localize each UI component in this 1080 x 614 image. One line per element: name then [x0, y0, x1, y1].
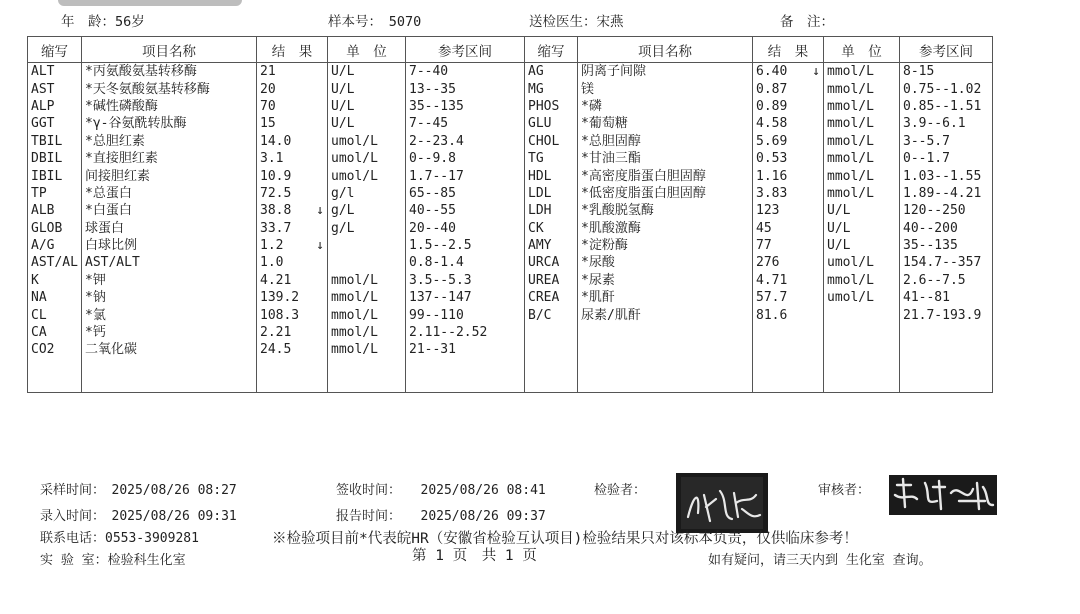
left-unit-cell: U/L [328, 98, 406, 115]
left-ref-cell: 1.5--2.5 [406, 237, 525, 254]
table-blank-space [28, 359, 993, 393]
left-abbr-cell: K [28, 272, 82, 289]
right-unit-cell: umol/L [824, 289, 900, 306]
left-abbr-cell: CL [28, 306, 82, 323]
left-ref-cell: 1.7--17 [406, 167, 525, 184]
remarks: 备 注： [780, 14, 834, 30]
right-ref-cell: 35--135 [900, 237, 993, 254]
right-result-cell [753, 115, 824, 132]
left-result-value: 1.2 [260, 238, 284, 254]
right-ref-cell [900, 341, 993, 358]
right-ref-cell: 0.85--1.51 [900, 98, 993, 115]
left-result-cell [257, 254, 328, 271]
right-result-cell [753, 289, 824, 306]
right-name-cell: *低密度脂蛋白胆固醇 [578, 185, 753, 202]
left-abbr-cell: NA [28, 289, 82, 306]
left-name-cell: *γ-谷氨酰转肽酶 [82, 115, 257, 132]
table-row [28, 272, 993, 289]
table-row [28, 324, 993, 341]
right-name-cell: *尿素 [578, 272, 753, 289]
col-header-ref-right: 参考区间 [900, 37, 993, 63]
left-ref-cell: 7--45 [406, 115, 525, 132]
left-abbr-cell: GGT [28, 115, 82, 132]
right-unit-cell: mmol/L [824, 63, 900, 81]
left-ref-cell: 137--147 [406, 289, 525, 306]
left-ref-cell: 0.8-1.4 [406, 254, 525, 271]
left-unit-cell: mmol/L [328, 272, 406, 289]
left-result-cell [257, 202, 328, 219]
right-result-cell [753, 133, 824, 150]
reviewer-signature-image [889, 475, 997, 515]
left-result-cell [257, 185, 328, 202]
right-unit-cell: mmol/L [824, 115, 900, 132]
left-result-value: 3.1 [260, 151, 284, 167]
right-abbr-cell: B/C [525, 306, 578, 323]
table-row [28, 115, 993, 132]
right-name-cell: *甘油三酯 [578, 150, 753, 167]
left-unit-cell: mmol/L [328, 324, 406, 341]
col-header-result: 结 果 [257, 37, 328, 63]
right-abbr-cell: TG [525, 150, 578, 167]
right-ref-cell: 3.9--6.1 [900, 115, 993, 132]
left-abbr-cell: IBIL [28, 167, 82, 184]
right-abbr-cell: UREA [525, 272, 578, 289]
right-result-value: 0.53 [756, 151, 788, 167]
right-ref-cell [900, 324, 993, 341]
right-ref-cell: 40--200 [900, 220, 993, 237]
laboratory-name: 实 验 室：检验科生化室 [40, 553, 186, 568]
right-name-cell [578, 324, 753, 341]
right-abbr-cell [525, 341, 578, 358]
left-unit-cell: umol/L [328, 150, 406, 167]
table-row [28, 98, 993, 115]
table-row [28, 150, 993, 167]
left-result-cell [257, 237, 328, 254]
right-unit-cell: mmol/L [824, 167, 900, 184]
right-unit-cell: mmol/L [824, 185, 900, 202]
blank-cell [328, 359, 406, 393]
left-result-value: 24.5 [260, 342, 292, 358]
right-result-cell [753, 167, 824, 184]
left-name-cell: *白蛋白 [82, 202, 257, 219]
left-result-value: 14.0 [260, 133, 292, 149]
left-ref-cell: 13--35 [406, 80, 525, 97]
right-abbr-cell: CK [525, 220, 578, 237]
lab-results-table [27, 36, 993, 393]
table-row [28, 306, 993, 323]
left-unit-cell: umol/L [328, 133, 406, 150]
right-result-cell [753, 341, 824, 358]
left-name-cell: *天冬氨酸氨基转移酶 [82, 80, 257, 97]
right-ref-cell: 120--250 [900, 202, 993, 219]
right-result-cell [753, 98, 824, 115]
left-unit-cell: g/L [328, 202, 406, 219]
table-row [28, 167, 993, 184]
right-result-cell [753, 306, 824, 323]
right-result-value: 3.83 [756, 185, 788, 201]
low-flag-icon: ↓ [812, 64, 820, 79]
col-header-name: 项目名称 [82, 37, 257, 63]
col-header-ref: 参考区间 [406, 37, 525, 63]
right-result-cell [753, 150, 824, 167]
right-name-cell: *肌酐 [578, 289, 753, 306]
right-abbr-cell: LDL [525, 185, 578, 202]
right-unit-cell: U/L [824, 237, 900, 254]
reviewer-signature-stamp [889, 475, 997, 515]
right-result-value: 123 [756, 203, 780, 219]
left-result-cell [257, 272, 328, 289]
blank-cell [257, 359, 328, 393]
right-unit-cell [824, 306, 900, 323]
col-header-abbr: 缩写 [28, 37, 82, 63]
left-result-value: 72.5 [260, 185, 292, 201]
left-name-cell: AST/ALT [82, 254, 257, 271]
right-result-value: 45 [756, 220, 772, 236]
left-result-value: 38.8 [260, 203, 292, 219]
right-abbr-cell: LDH [525, 202, 578, 219]
inspector-signature-stamp [676, 473, 768, 533]
table-row [28, 133, 993, 150]
left-abbr-cell: ALP [28, 98, 82, 115]
right-ref-cell: 1.03--1.55 [900, 167, 993, 184]
right-name-cell: *尿酸 [578, 254, 753, 271]
right-abbr-cell: CHOL [525, 133, 578, 150]
right-result-cell [753, 80, 824, 97]
left-unit-cell: g/l [328, 185, 406, 202]
right-result-value: 0.89 [756, 98, 788, 114]
right-result-value: 57.7 [756, 290, 788, 306]
left-result-value: 33.7 [260, 220, 292, 236]
left-abbr-cell: AST [28, 80, 82, 97]
left-abbr-cell: GLOB [28, 220, 82, 237]
left-name-cell: 间接胆红素 [82, 167, 257, 184]
right-name-cell: 镁 [578, 80, 753, 97]
table-row [28, 63, 993, 81]
table-row [28, 237, 993, 254]
right-result-cell [753, 185, 824, 202]
right-result-cell [753, 272, 824, 289]
right-unit-cell: U/L [824, 220, 900, 237]
right-name-cell: *乳酸脱氢酶 [578, 202, 753, 219]
right-name-cell: *葡萄糖 [578, 115, 753, 132]
receive-time: 签收时间： 2025/08/26 08:41 [336, 483, 546, 498]
right-name-cell: *磷 [578, 98, 753, 115]
blank-cell [28, 359, 82, 393]
left-abbr-cell: CO2 [28, 341, 82, 358]
right-result-value: 4.71 [756, 272, 788, 288]
right-result-value: 81.6 [756, 307, 788, 323]
left-name-cell: *钾 [82, 272, 257, 289]
right-result-value: 4.58 [756, 116, 788, 132]
right-ref-cell: 0--1.7 [900, 150, 993, 167]
right-name-cell: *高密度脂蛋白胆固醇 [578, 167, 753, 184]
left-unit-cell: mmol/L [328, 306, 406, 323]
table-row [28, 80, 993, 97]
left-abbr-cell: A/G [28, 237, 82, 254]
left-ref-cell: 21--31 [406, 341, 525, 358]
left-unit-cell: U/L [328, 80, 406, 97]
left-abbr-cell: TP [28, 185, 82, 202]
right-name-cell: 尿素/肌酐 [578, 306, 753, 323]
left-result-value: 4.21 [260, 272, 292, 288]
right-ref-cell: 21.7-193.9 [900, 306, 993, 323]
left-unit-cell: g/L [328, 220, 406, 237]
left-name-cell: *总蛋白 [82, 185, 257, 202]
right-abbr-cell: URCA [525, 254, 578, 271]
left-result-value: 1.0 [260, 255, 284, 271]
report-time: 报告时间： 2025/08/26 09:37 [336, 509, 546, 524]
right-unit-cell: U/L [824, 202, 900, 219]
left-ref-cell: 2.11--2.52 [406, 324, 525, 341]
left-result-cell [257, 341, 328, 358]
left-unit-cell [328, 254, 406, 271]
blank-cell [406, 359, 525, 393]
left-result-value: 15 [260, 116, 276, 132]
col-header-unit-right: 单 位 [824, 37, 900, 63]
right-result-cell [753, 63, 824, 81]
table-header-row [28, 37, 993, 63]
left-result-cell [257, 150, 328, 167]
blank-cell [82, 359, 257, 393]
table-row [28, 341, 993, 358]
left-result-cell [257, 80, 328, 97]
left-result-value: 108.3 [260, 307, 300, 323]
inspector-signature-image [676, 473, 768, 533]
left-abbr-cell: DBIL [28, 150, 82, 167]
right-result-value: 6.40 [756, 64, 788, 80]
right-result-cell [753, 324, 824, 341]
query-notice: 如有疑问，请三天内到 生化室 查询。 [708, 553, 932, 568]
left-unit-cell: mmol/L [328, 289, 406, 306]
right-unit-cell: mmol/L [824, 80, 900, 97]
left-ref-cell: 2--23.4 [406, 133, 525, 150]
right-abbr-cell: CREA [525, 289, 578, 306]
left-result-value: 70 [260, 98, 276, 114]
left-abbr-cell: ALB [28, 202, 82, 219]
col-header-result-right: 结 果 [753, 37, 824, 63]
left-ref-cell: 0--9.8 [406, 150, 525, 167]
left-result-cell [257, 220, 328, 237]
right-result-value: 77 [756, 238, 772, 254]
left-abbr-cell: ALT [28, 63, 82, 81]
right-ref-cell: 3--5.7 [900, 133, 993, 150]
patient-age: 年 龄：56岁 [61, 14, 145, 30]
left-ref-cell: 40--55 [406, 202, 525, 219]
right-unit-cell: mmol/L [824, 150, 900, 167]
right-unit-cell: mmol/L [824, 272, 900, 289]
entry-time: 录入时间： 2025/08/26 09:31 [40, 509, 237, 524]
right-abbr-cell: HDL [525, 167, 578, 184]
right-ref-cell: 0.75--1.02 [900, 80, 993, 97]
right-unit-cell: mmol/L [824, 98, 900, 115]
left-ref-cell: 65--85 [406, 185, 525, 202]
low-flag-icon: ↓ [316, 237, 324, 253]
left-result-value: 139.2 [260, 290, 300, 306]
left-ref-cell: 99--110 [406, 306, 525, 323]
contact-phone: 联系电话：0553-3909281 [40, 531, 199, 546]
right-abbr-cell: MG [525, 80, 578, 97]
left-ref-cell: 35--135 [406, 98, 525, 115]
left-name-cell: *钠 [82, 289, 257, 306]
left-result-value: 10.9 [260, 168, 292, 184]
left-name-cell: *总胆红素 [82, 133, 257, 150]
left-name-cell: 球蛋白 [82, 220, 257, 237]
low-flag-icon: ↓ [316, 203, 324, 219]
right-result-cell [753, 202, 824, 219]
blank-cell [900, 359, 993, 393]
left-unit-cell: U/L [328, 115, 406, 132]
blank-cell [578, 359, 753, 393]
left-result-cell [257, 115, 328, 132]
right-result-cell [753, 254, 824, 271]
right-unit-cell: mmol/L [824, 133, 900, 150]
requesting-doctor: 送检医生：宋燕 [529, 14, 624, 30]
right-unit-cell: umol/L [824, 254, 900, 271]
right-result-value: 276 [756, 255, 780, 271]
col-header-unit: 单 位 [328, 37, 406, 63]
right-abbr-cell: AG [525, 63, 578, 81]
right-name-cell: *肌酸激酶 [578, 220, 753, 237]
right-name-cell [578, 341, 753, 358]
right-ref-cell: 8-15 [900, 63, 993, 81]
left-name-cell: *钙 [82, 324, 257, 341]
sample-number: 样本号： 5070 [328, 14, 422, 30]
left-abbr-cell: CA [28, 324, 82, 341]
col-header-abbr-right: 缩写 [525, 37, 578, 63]
blank-cell [824, 359, 900, 393]
right-result-cell [753, 237, 824, 254]
interoperability-notice: ※检验项目前*代表皖HR（安徽省检验互认项目)检验结果只对该标本负责，仅供临床参考！ [272, 531, 858, 547]
right-ref-cell: 154.7--357 [900, 254, 993, 271]
left-ref-cell: 20--40 [406, 220, 525, 237]
page-indicator: 第 1 页 共 1 页 [412, 548, 537, 564]
left-name-cell: *氯 [82, 306, 257, 323]
right-unit-cell [824, 324, 900, 341]
left-result-value: 20 [260, 81, 276, 97]
left-unit-cell: U/L [328, 63, 406, 81]
table-row [28, 289, 993, 306]
left-name-cell: 二氧化碳 [82, 341, 257, 358]
left-ref-cell: 3.5--5.3 [406, 272, 525, 289]
inspector-label: 检验者： [594, 483, 647, 498]
blank-cell [753, 359, 824, 393]
right-abbr-cell [525, 324, 578, 341]
left-name-cell: *碱性磷酸酶 [82, 98, 257, 115]
left-name-cell: 白球比例 [82, 237, 257, 254]
left-name-cell: *直接胆红素 [82, 150, 257, 167]
right-name-cell: *淀粉酶 [578, 237, 753, 254]
left-result-cell [257, 63, 328, 81]
blank-cell [525, 359, 578, 393]
right-abbr-cell: PHOS [525, 98, 578, 115]
top-tab-decoration [58, 0, 242, 6]
right-result-value: 5.69 [756, 133, 788, 149]
right-name-cell: *总胆固醇 [578, 133, 753, 150]
right-unit-cell [824, 341, 900, 358]
left-result-value: 21 [260, 64, 276, 80]
left-result-cell [257, 306, 328, 323]
left-name-cell: *丙氨酸氨基转移酶 [82, 63, 257, 81]
left-result-cell [257, 324, 328, 341]
right-abbr-cell: GLU [525, 115, 578, 132]
left-unit-cell: umol/L [328, 167, 406, 184]
left-abbr-cell: AST/AL [28, 254, 82, 271]
left-result-cell [257, 289, 328, 306]
table-row [28, 185, 993, 202]
left-result-cell [257, 167, 328, 184]
left-result-cell [257, 98, 328, 115]
left-result-value: 2.21 [260, 325, 292, 341]
reviewer-label: 审核者： [818, 483, 871, 498]
left-ref-cell: 7--40 [406, 63, 525, 81]
right-result-value: 0.87 [756, 81, 788, 97]
right-ref-cell: 1.89--4.21 [900, 185, 993, 202]
right-result-value: 1.16 [756, 168, 788, 184]
left-abbr-cell: TBIL [28, 133, 82, 150]
col-header-name-right: 项目名称 [578, 37, 753, 63]
right-ref-cell: 2.6--7.5 [900, 272, 993, 289]
right-result-cell [753, 220, 824, 237]
left-unit-cell [328, 237, 406, 254]
collection-time: 采样时间： 2025/08/26 08:27 [40, 483, 237, 498]
right-abbr-cell: AMY [525, 237, 578, 254]
left-result-cell [257, 133, 328, 150]
left-unit-cell: mmol/L [328, 341, 406, 358]
right-ref-cell: 41--81 [900, 289, 993, 306]
right-name-cell: 阴离子间隙 [578, 63, 753, 81]
table-row [28, 220, 993, 237]
table-row [28, 254, 993, 271]
table-row [28, 202, 993, 219]
